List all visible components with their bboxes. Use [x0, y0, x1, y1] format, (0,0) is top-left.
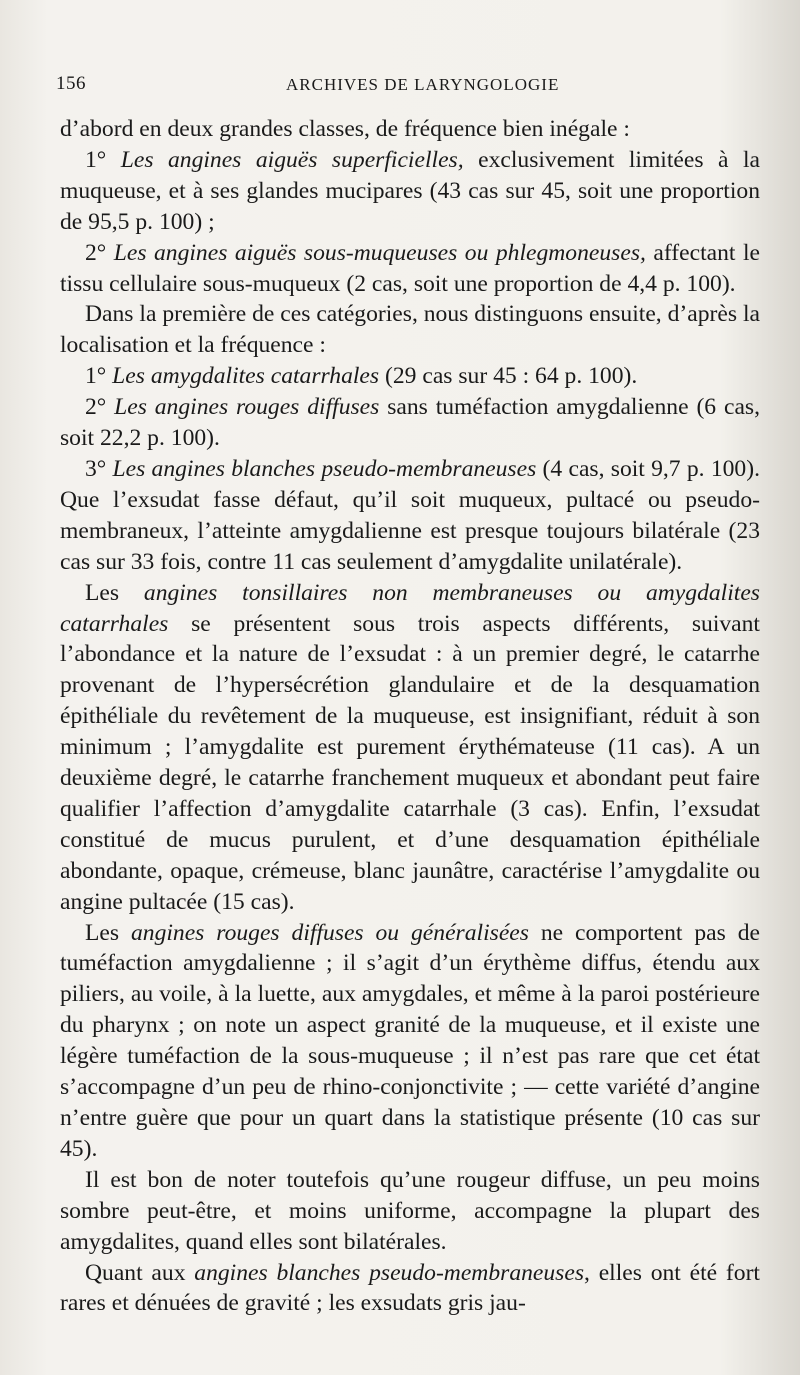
text-segment: (4 cas, soit 9,7 p. 100). Que l’exsudat fasse défaut, qu’il soit muqueux, pultacé ou pseudo-membraneux, l’atteinte amygdalienne est presque toujours bilatérale (23 cas sur 33 fois, contre 11 cas seulement d’amygdalite unilatérale). — [60, 455, 760, 575]
italic-text-segment: Les angines aiguës sous-muqueuses ou phlegmoneuses, — [113, 239, 646, 266]
paragraph — [60, 918, 760, 1165]
text-segment: Dans la première de ces catégories, nous distinguons ensuite, d’après la localisation et la fréquence : — [60, 301, 760, 359]
text-segment: Quant aux — [85, 1259, 195, 1286]
italic-text-segment: angines blanches pseudo-membraneuses — [194, 1259, 585, 1286]
text-segment: d’abord en deux grandes classes, de fréquence bien inégale : — [60, 116, 630, 142]
running-header — [56, 73, 740, 99]
text-segment: (29 cas sur 45 : 64 p. 100). — [379, 363, 638, 390]
italic-text-segment: angines rouges diffuses ou généralisées — [130, 919, 529, 946]
paragraph — [60, 114, 760, 145]
text-segment: 2° — [85, 239, 114, 266]
paragraph — [60, 361, 760, 392]
text-segment: Les — [85, 919, 131, 946]
page-number: 156 — [56, 73, 86, 94]
text-segment: 1° — [85, 146, 121, 173]
text-segment: ne comportent pas de tuméfaction amygdalienne ; il s’agit d’un érythème diffus, étendu aux piliers, au voile, à la luette, aux amygdales, et même à la paroi postérieure du pharynx ; on note un aspect granité de la muqueuse, et il existe une légère tuméfaction de la sous-muqueuse ; il n’est pas rare que cet état s’accompagne d’un peu de rhino-conjonctivite ; — cette variété d’angine n’entre guère que pour un quart dans la statistique présente (10 cas sur 45). — [60, 919, 760, 1162]
text-segment: 1° — [85, 363, 113, 390]
paragraph — [60, 454, 760, 578]
italic-text-segment: Les angines rouges diffuses — [114, 394, 380, 421]
italic-text-segment: Les angines blanches pseudo-membraneuses — [112, 455, 537, 482]
text-segment: sans tuméfaction amygdalienne (6 cas, soit 22,2 p. 100). — [60, 394, 760, 452]
text-segment: se présentent sous trois aspects différents, suivant l’abondance et la nature de l’exsudat : à un premier degré, le catarrhe provenant de l’hypersécrétion glandulaire et de la desquamation épithéliale du revêtement de la muqueuse, est insignifiant, réduit à son minimum ; l’amygdalite est purement érythémateuse (11 cas). A un deuxième degré, le catarrhe franchement muqueux et abondant peut faire qualifier l’affection d’amygdalite catarrhale (3 cas). Enfin, l’exsudat constitué de mucus purulent, et d’une desquamation épithéliale abondante, opaque, crémeuse, blanc jaunâtre, caractérise l’amygdalite ou angine pultacée (15 cas). — [60, 610, 760, 915]
paragraph — [60, 238, 760, 300]
italic-text-segment: Les amygdalites catarrhales — [112, 363, 380, 390]
paragraph — [60, 145, 760, 238]
paragraph — [60, 578, 760, 918]
paragraph — [60, 1165, 760, 1258]
text-segment: exclusivement limitées à la muqueuse, et à ses glandes mucipares (43 cas sur 45, soit une proportion de 95,5 p. 100) ; — [60, 146, 760, 235]
text-segment: 2° — [85, 394, 115, 421]
text-segment: Les — [85, 579, 144, 606]
text-segment: affectant le tissu cellulaire sous-muqueux (2 cas, soit une proportion de 4,4 p. 100). — [60, 239, 760, 297]
text-segment: , elles ont été fort rares et dénuées de gravité ; les exsudats gris jau- — [60, 1259, 760, 1317]
italic-text-segment: Les angines aiguës superficielles, — [120, 146, 464, 173]
paragraph — [60, 392, 760, 454]
italic-text-segment: angines tonsillaires non membraneuses ou amygdalites catarrhales — [60, 579, 760, 637]
text-segment: 3° — [85, 455, 113, 482]
paragraph — [60, 299, 760, 361]
text-segment: Il est bon de noter toutefois qu’une rougeur diffuse, un peu moins sombre peut-être, et moins uniforme, accompagne la plupart des amygdalites, quand elles sont bilatérales. — [60, 1166, 760, 1255]
body-text — [60, 114, 760, 1319]
paragraph — [60, 1258, 760, 1320]
running-title: ARCHIVES DE LARYNGOLOGIE — [286, 75, 560, 94]
